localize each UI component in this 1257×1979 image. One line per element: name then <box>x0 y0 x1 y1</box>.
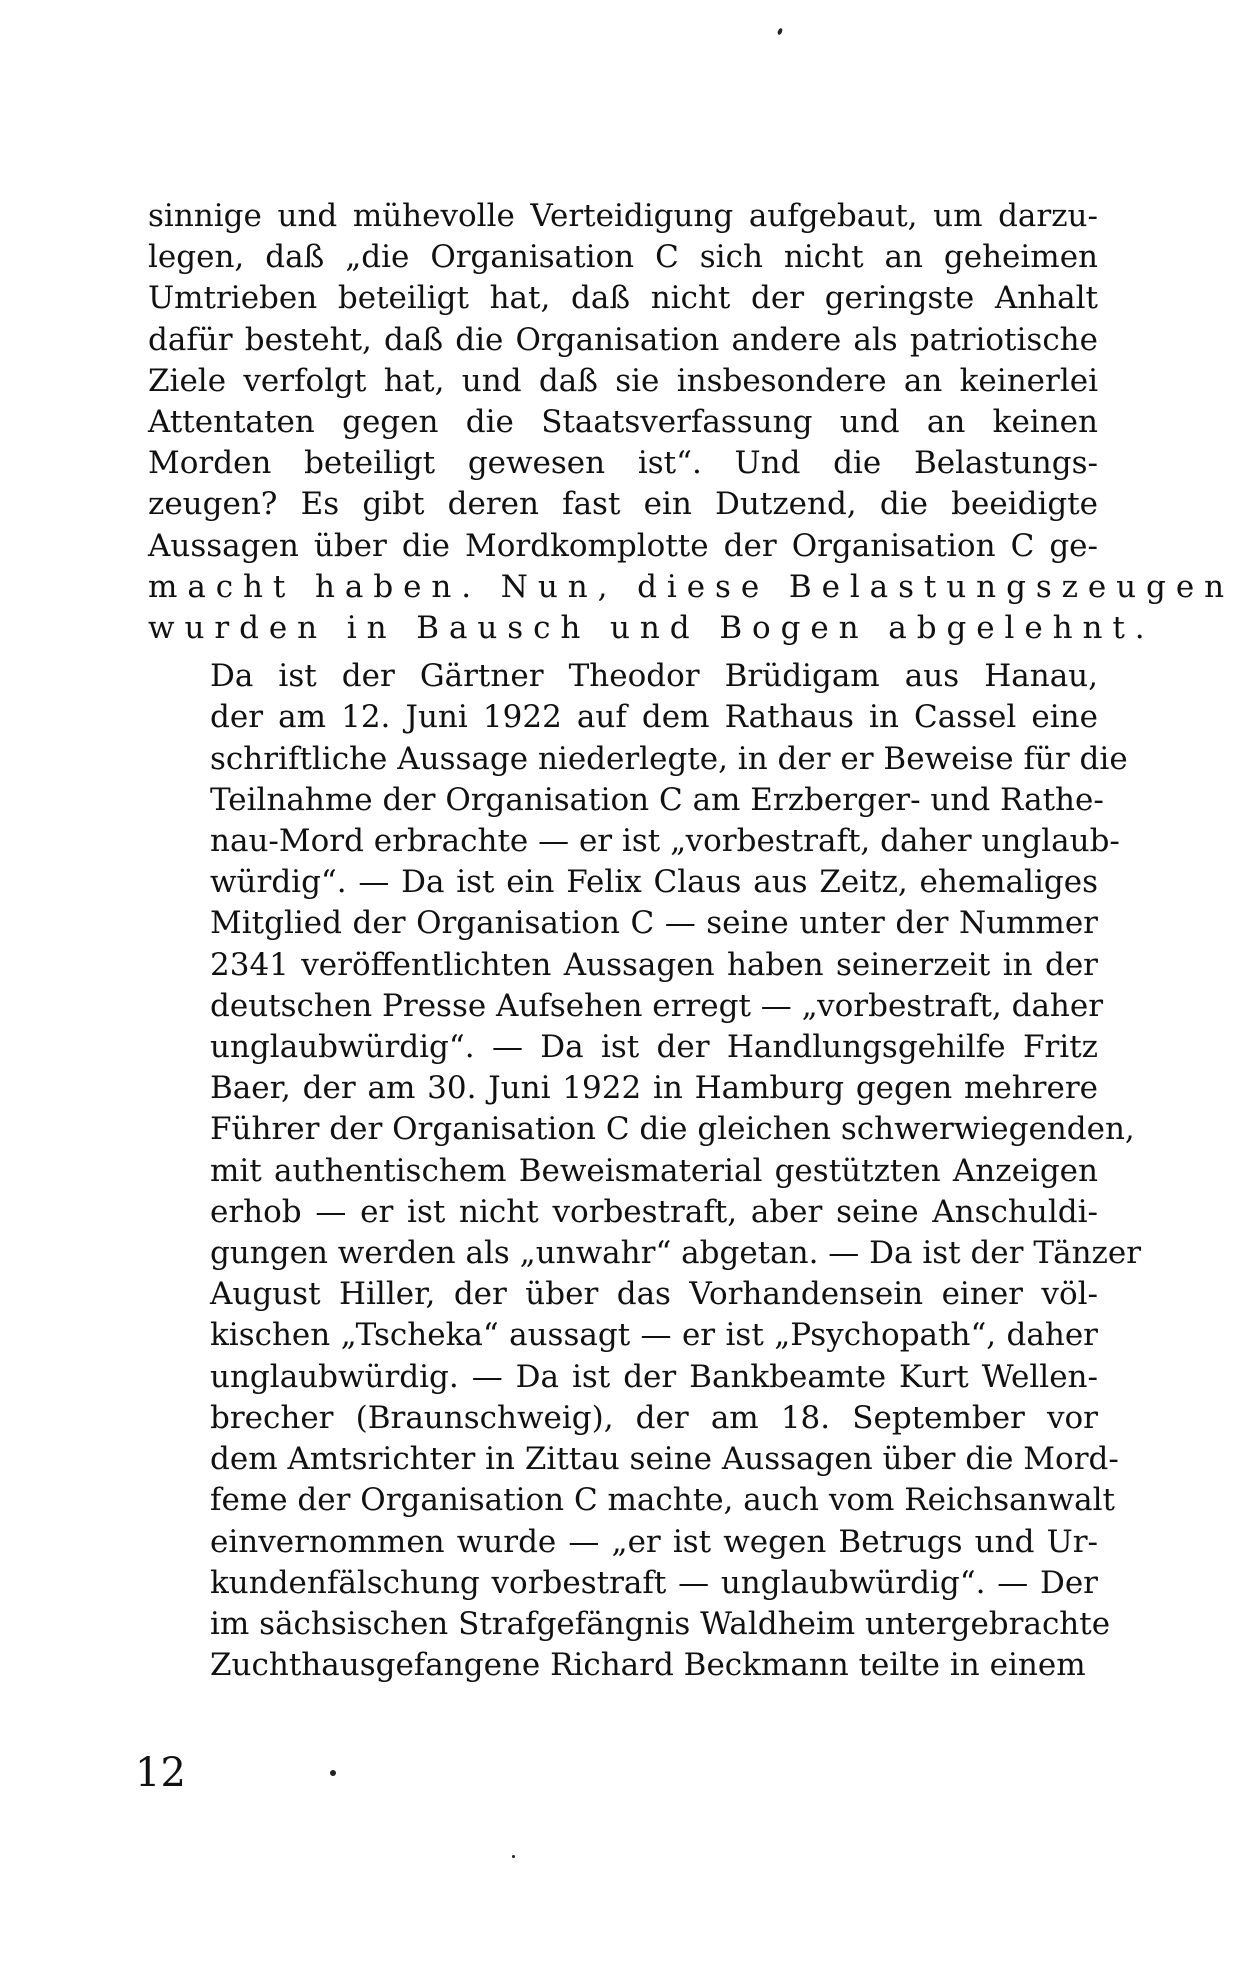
text-line: feme der Organisation C machte, auch vom Reichsanwalt <box>210 1482 1115 1519</box>
ink-speck <box>777 27 784 35</box>
text-line: macht haben. Nun, diese Belastungszeugen <box>148 568 1234 605</box>
text-line: August Hiller, der über das Vorhandensein einer völ- <box>210 1276 1098 1313</box>
text-line: Aussagen über die Mordkomplotte der Organisation C ge- <box>148 527 1098 564</box>
text-line: kundenfälschung vorbestraft — unglaubwürdig“. — Der <box>210 1564 1098 1601</box>
body-text <box>148 196 1234 1686</box>
text-line: 2341 veröffentlichten Aussagen haben seinerzeit in der <box>210 946 1098 983</box>
text-line: Mitglied der Organisation C — seine unter der Nummer <box>210 905 1098 942</box>
text-line: würdig“. — Da ist ein Felix Claus aus Zeitz, ehemaliges <box>210 864 1098 901</box>
text-line: Baer, der am 30. Juni 1922 in Hamburg gegen mehrere <box>210 1070 1098 1107</box>
text-line: Führer der Organisation C die gleichen schwerwiegenden, <box>210 1111 1135 1148</box>
paragraph-2 <box>148 656 1142 1686</box>
text-line: kischen „Tscheka“ aussagt — er ist „Psychopath“, daher <box>210 1317 1098 1354</box>
text-line: Morden beteiligt gewesen ist“. Und die Belastungs- <box>148 445 1098 482</box>
page-number: 12 <box>135 1750 186 1796</box>
text-line: Zuchthausgefangene Richard Beckmann teilte in einem <box>210 1647 1086 1684</box>
text-line: Teilnahme der Organisation C am Erzberger- und Rathe- <box>210 781 1104 818</box>
text-line: unglaubwürdig. — Da ist der Bankbeamte Kurt Wellen- <box>210 1358 1098 1395</box>
text-line: zeugen? Es gibt deren fast ein Dutzend, die beeidigte <box>148 486 1098 523</box>
text-line: legen, daß „die Organisation C sich nicht an geheimen <box>148 239 1098 276</box>
ink-speck <box>330 1770 336 1776</box>
text-line: erhob — er ist nicht vorbestraft, aber seine Anschuldi- <box>210 1193 1098 1230</box>
text-line: Umtrieben beteiligt hat, daß nicht der geringste Anhalt <box>148 280 1098 317</box>
text-line: Da ist der Gärtner Theodor Brüdigam aus Hanau, <box>210 658 1098 695</box>
text-line: der am 12. Juni 1922 auf dem Rathaus in Cassel eine <box>210 699 1098 736</box>
text-line: unglaubwürdig“. — Da ist der Handlungsgehilfe Fritz <box>210 1029 1098 1066</box>
text-line: dem Amtsrichter in Zittau seine Aussagen über die Mord- <box>210 1441 1119 1478</box>
text-line: im sächsischen Strafgefängnis Waldheim untergebrachte <box>210 1605 1111 1642</box>
text-line: sinnige und mühevolle Verteidigung aufgebaut, um darzu- <box>148 198 1098 234</box>
text-line: dafür besteht, daß die Organisation andere als patriotische <box>148 321 1098 358</box>
text-line: brecher (Braunschweig), der am 18. September vor <box>210 1399 1098 1436</box>
text-line: schriftliche Aussage niederlegte, in der er Beweise für die <box>210 740 1128 777</box>
text-line: deutschen Presse Aufsehen erregt — „vorbestraft, daher <box>210 987 1104 1024</box>
text-line: wurden in Bausch und Bogen abgelehnt. <box>148 610 1155 647</box>
text-line: nau-Mord erbrachte — er ist „vorbestraft, daher unglaub- <box>210 823 1120 860</box>
ink-speck <box>512 1855 515 1858</box>
text-line: mit authentischem Beweismaterial gestützten Anzeigen <box>210 1152 1098 1189</box>
text-line: Ziele verfolgt hat, und daß sie insbesondere an keinerlei <box>148 362 1098 399</box>
paragraph-1 <box>148 196 1234 649</box>
text-line: gungen werden als „unwahr“ abgetan. — Da ist der Tänzer <box>210 1235 1142 1272</box>
text-line: einvernommen wurde — „er ist wegen Betrugs und Ur- <box>210 1523 1098 1560</box>
text-line: Attentaten gegen die Staatsverfassung und an keinen <box>148 404 1098 441</box>
